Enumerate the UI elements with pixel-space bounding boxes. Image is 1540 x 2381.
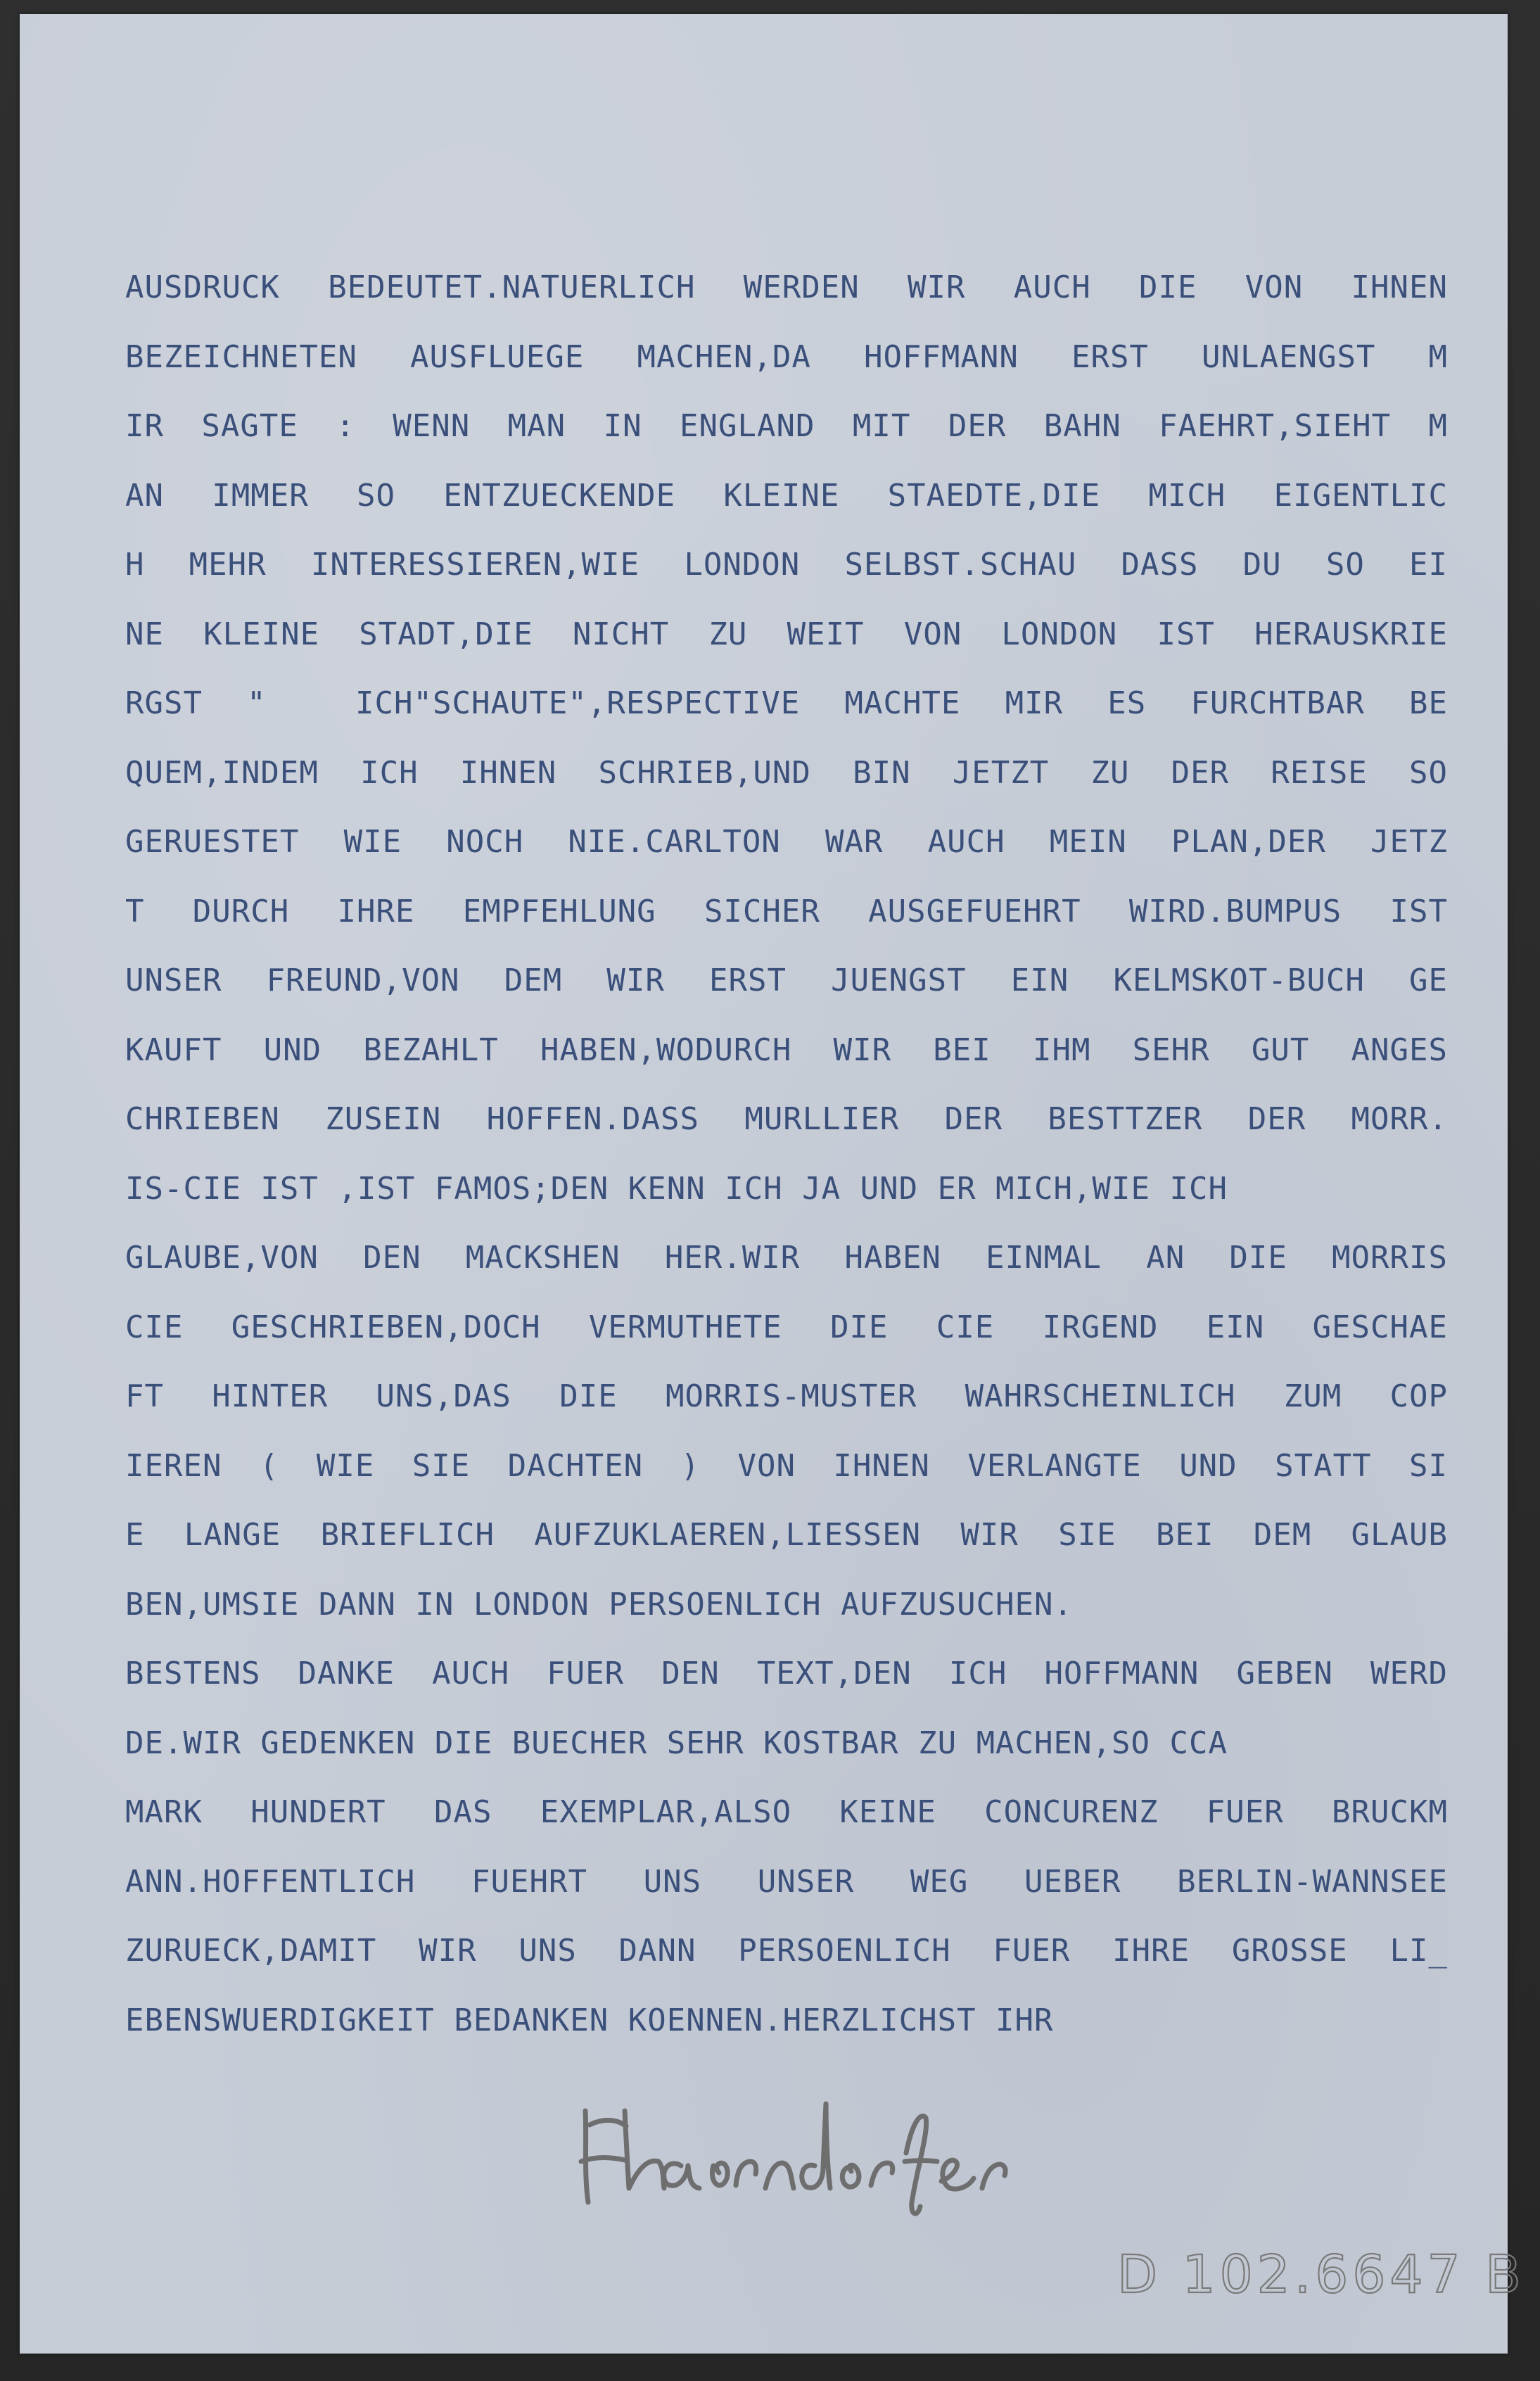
- letter-line: E LANGE BRIEFLICH AUFZUKLAEREN,LIESSEN WIR SIE BEI DEM GLAUB: [125, 1517, 1448, 1553]
- letter-line: EBENSWUERDIGKEIT BEDANKEN KOENNEN.HERZLICHST IHR: [125, 2002, 1054, 2038]
- letter-line: QUEM,INDEM ICH IHNEN SCHRIEB,UND BIN JETZT ZU DER REISE SO: [125, 754, 1448, 791]
- letter-line: KAUFT UND BEZAHLT HABEN,WODURCH WIR BEI IHM SEHR GUT ANGES: [125, 1031, 1448, 1068]
- letter-line: ZURUECK,DAMIT WIR UNS DANN PERSOENLICH FUER IHRE GROSSE LI_: [125, 1933, 1448, 1969]
- letter-line: RGST " ICH"SCHAUTE",RESPECTIVE MACHTE MIR ES FURCHTBAR BE: [125, 685, 1448, 721]
- letter-line: BEZEICHNETEN AUSFLUEGE MACHEN,DA HOFFMANN ERST UNLAENGST M: [125, 338, 1448, 375]
- letter-line: AN IMMER SO ENTZUECKENDE KLEINE STAEDTE,DIE MICH EIGENTLIC: [125, 477, 1448, 514]
- archive-number-text: D 102.6647 B: [1117, 2245, 1525, 2305]
- letter-line: MARK HUNDERT DAS EXEMPLAR,ALSO KEINE CONCURENZ FUER BRUCKM: [125, 1794, 1448, 1830]
- archive-number-mark: [1117, 2230, 1525, 2315]
- letter-line: UNSER FREUND,VON DEM WIR ERST JUENGST EIN KELMSKOT-BUCH GE: [125, 963, 1448, 998]
- letter-line: T DURCH IHRE EMPFEHLUNG SICHER AUSGEFUEHRT WIRD.BUMPUS IST: [125, 893, 1448, 929]
- letter-line: GERUESTET WIE NOCH NIE.CARLTON WAR AUCH MEIN PLAN,DER JETZ: [125, 824, 1448, 860]
- handwritten-signature: [575, 2083, 1026, 2223]
- letter-line: IS-CIE IST ,IST FAMOS;DEN KENN ICH JA UND ER MICH,WIE ICH: [125, 1170, 1228, 1207]
- letter-line: IEREN ( WIE SIE DACHTEN ) VON IHNEN VERLANGTE UND STATT SI: [125, 1447, 1448, 1484]
- letter-line: CHRIEBEN ZUSEIN HOFFEN.DASS MURLLIER DER BESTTZER DER MORR.: [125, 1101, 1448, 1137]
- letter-body: [125, 253, 1448, 2055]
- letter-line: H MEHR INTERESSIEREN,WIE LONDON SELBST.SCHAU DASS DU SO EI: [125, 547, 1448, 583]
- letter-line: GLAUBE,VON DEN MACKSHEN HER.WIR HABEN EINMAL AN DIE MORRIS: [125, 1240, 1448, 1276]
- letter-line: AUSDRUCK BEDEUTET.NATUERLICH WERDEN WIR AUCH DIE VON IHNEN: [125, 269, 1448, 305]
- letter-line: ANN.HOFFENTLICH FUEHRT UNS UNSER WEG UEBER BERLIN-WANNSEE: [125, 1863, 1448, 1900]
- letter-line: BEN,UMSIE DANN IN LONDON PERSOENLICH AUFZUSUCHEN.: [125, 1586, 1074, 1623]
- letter-line: BESTENS DANKE AUCH FUER DEN TEXT,DEN ICH HOFFMANN GEBEN WERD: [125, 1656, 1448, 1691]
- letter-line: IR SAGTE : WENN MAN IN ENGLAND MIT DER BAHN FAEHRT,SIEHT M: [125, 408, 1448, 444]
- letter-line: CIE GESCHRIEBEN,DOCH VERMUTHETE DIE CIE IRGEND EIN GESCHAE: [125, 1309, 1448, 1345]
- letter-line: FT HINTER UNS,DAS DIE MORRIS-MUSTER WAHRSCHEINLICH ZUM COP: [125, 1378, 1448, 1414]
- letter-page: [20, 14, 1525, 2354]
- letter-line: DE.WIR GEDENKEN DIE BUECHER SEHR KOSTBAR ZU MACHEN,SO CCA: [125, 1725, 1228, 1761]
- letter-line: NE KLEINE STADT,DIE NICHT ZU WEIT VON LONDON IST HERAUSKRIE: [125, 616, 1448, 652]
